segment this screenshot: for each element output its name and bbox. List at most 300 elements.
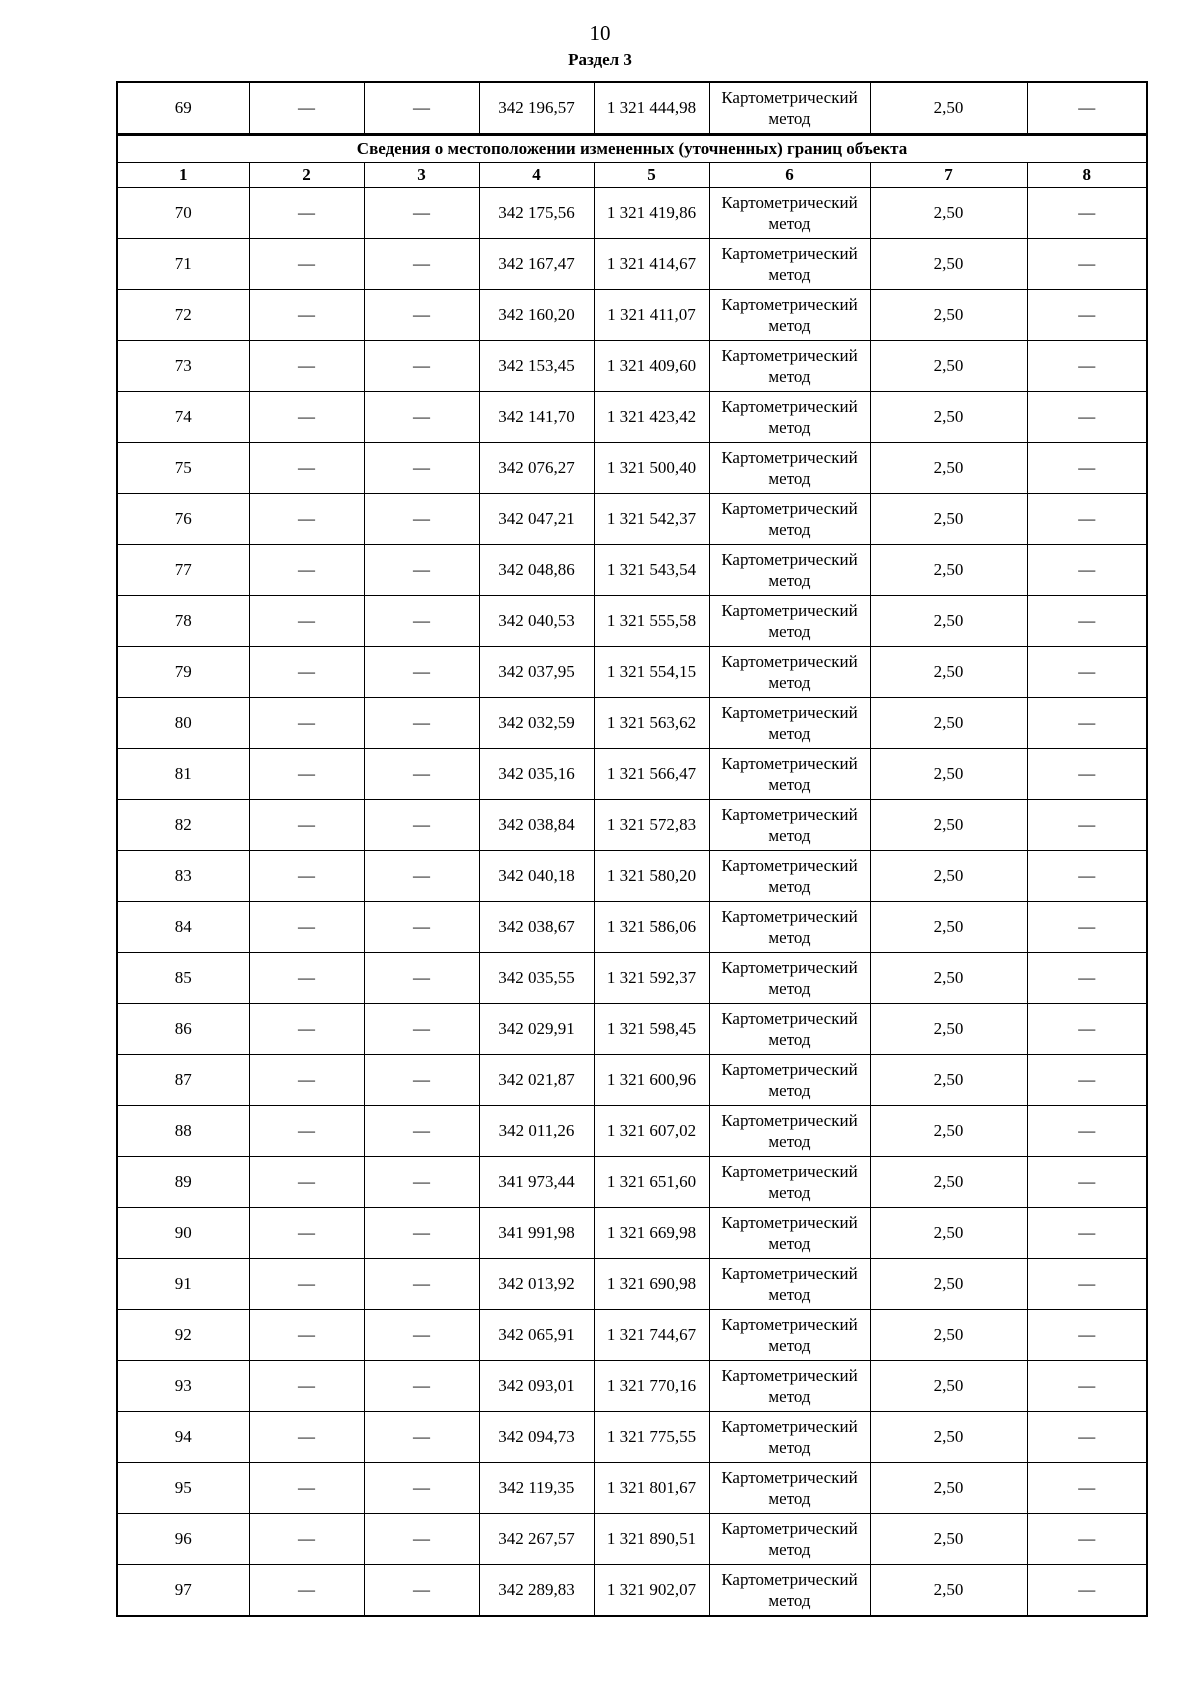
coord-x: 342 153,45 xyxy=(479,341,594,392)
method-text: Картометрический метод xyxy=(721,448,858,488)
cell-col2: — xyxy=(249,647,364,698)
cell-col8: — xyxy=(1027,239,1147,290)
method-cell xyxy=(709,1055,870,1106)
table-row xyxy=(117,1157,1147,1208)
error-value: 2,50 xyxy=(870,1208,1027,1259)
method-cell xyxy=(709,239,870,290)
error-value: 2,50 xyxy=(870,1463,1027,1514)
cell-col3: — xyxy=(364,1565,479,1617)
point-number: 75 xyxy=(117,443,249,494)
coord-x: 342 094,73 xyxy=(479,1412,594,1463)
cell-col8: — xyxy=(1027,1259,1147,1310)
method-text: Картометрический метод xyxy=(721,1519,858,1559)
cell-col8: — xyxy=(1027,749,1147,800)
column-header: 8 xyxy=(1027,163,1147,188)
coord-y: 1 321 592,37 xyxy=(594,953,709,1004)
cell-col2: — xyxy=(249,698,364,749)
coord-x: 342 160,20 xyxy=(479,290,594,341)
point-number: 85 xyxy=(117,953,249,1004)
cell-col3: — xyxy=(364,647,479,698)
cell-col3: — xyxy=(364,341,479,392)
coord-y: 1 321 423,42 xyxy=(594,392,709,443)
method-text: Картометрический метод xyxy=(721,958,858,998)
method-cell xyxy=(709,1514,870,1565)
cell-col2: — xyxy=(249,443,364,494)
cell-col3: — xyxy=(364,1463,479,1514)
cell-col2: — xyxy=(249,1565,364,1617)
cell-col2: — xyxy=(249,800,364,851)
cell-col3: — xyxy=(364,1208,479,1259)
method-cell xyxy=(709,82,870,135)
coord-y: 1 321 409,60 xyxy=(594,341,709,392)
method-text: Картометрический метод xyxy=(721,1366,858,1406)
cell-col8: — xyxy=(1027,1514,1147,1565)
point-number: 84 xyxy=(117,902,249,953)
table-row xyxy=(117,1361,1147,1412)
cell-col8: — xyxy=(1027,82,1147,135)
method-cell xyxy=(709,1361,870,1412)
cell-col2: — xyxy=(249,902,364,953)
method-cell xyxy=(709,1565,870,1617)
coord-x: 342 047,21 xyxy=(479,494,594,545)
table-row xyxy=(117,698,1147,749)
coord-x: 342 065,91 xyxy=(479,1310,594,1361)
method-cell xyxy=(709,545,870,596)
table-row xyxy=(117,800,1147,851)
table-row xyxy=(117,494,1147,545)
error-value: 2,50 xyxy=(870,82,1027,135)
cell-col3: — xyxy=(364,443,479,494)
coord-x: 342 035,16 xyxy=(479,749,594,800)
table-row xyxy=(117,1514,1147,1565)
error-value: 2,50 xyxy=(870,596,1027,647)
table-row xyxy=(117,392,1147,443)
column-header: 4 xyxy=(479,163,594,188)
coord-x: 342 141,70 xyxy=(479,392,594,443)
coord-x: 342 076,27 xyxy=(479,443,594,494)
cell-col2: — xyxy=(249,953,364,1004)
point-number: 76 xyxy=(117,494,249,545)
table-row xyxy=(117,1106,1147,1157)
cell-col3: — xyxy=(364,188,479,239)
error-value: 2,50 xyxy=(870,851,1027,902)
method-cell xyxy=(709,749,870,800)
point-number: 88 xyxy=(117,1106,249,1157)
cell-col3: — xyxy=(364,1310,479,1361)
coord-x: 342 011,26 xyxy=(479,1106,594,1157)
coord-x: 342 035,55 xyxy=(479,953,594,1004)
point-number: 92 xyxy=(117,1310,249,1361)
cell-col2: — xyxy=(249,290,364,341)
table-row xyxy=(117,545,1147,596)
coord-x: 342 040,18 xyxy=(479,851,594,902)
method-cell xyxy=(709,1463,870,1514)
error-value: 2,50 xyxy=(870,800,1027,851)
cell-col2: — xyxy=(249,1106,364,1157)
cell-col2: — xyxy=(249,596,364,647)
coord-x: 342 196,57 xyxy=(479,82,594,135)
table-row xyxy=(117,82,1147,135)
cell-col3: — xyxy=(364,1259,479,1310)
point-number: 77 xyxy=(117,545,249,596)
method-text: Картометрический метод xyxy=(721,88,858,128)
cell-col8: — xyxy=(1027,341,1147,392)
cell-col8: — xyxy=(1027,1463,1147,1514)
point-number: 82 xyxy=(117,800,249,851)
method-cell xyxy=(709,596,870,647)
column-header: 1 xyxy=(117,163,249,188)
cell-col8: — xyxy=(1027,1565,1147,1617)
cell-col3: — xyxy=(364,290,479,341)
cell-col2: — xyxy=(249,239,364,290)
cell-col8: — xyxy=(1027,800,1147,851)
table-row xyxy=(117,443,1147,494)
error-value: 2,50 xyxy=(870,341,1027,392)
method-text: Картометрический метод xyxy=(721,1417,858,1457)
cell-col2: — xyxy=(249,1259,364,1310)
cell-col2: — xyxy=(249,1514,364,1565)
error-value: 2,50 xyxy=(870,1106,1027,1157)
cell-col8: — xyxy=(1027,596,1147,647)
coord-y: 1 321 572,83 xyxy=(594,800,709,851)
cell-col2: — xyxy=(249,1208,364,1259)
method-cell xyxy=(709,341,870,392)
coord-y: 1 321 543,54 xyxy=(594,545,709,596)
point-number: 95 xyxy=(117,1463,249,1514)
cell-col2: — xyxy=(249,1463,364,1514)
method-text: Картометрический метод xyxy=(721,1315,858,1355)
coord-y: 1 321 554,15 xyxy=(594,647,709,698)
cell-col3: — xyxy=(364,392,479,443)
coord-x: 342 093,01 xyxy=(479,1361,594,1412)
method-cell xyxy=(709,188,870,239)
cell-col8: — xyxy=(1027,443,1147,494)
error-value: 2,50 xyxy=(870,188,1027,239)
table-row xyxy=(117,290,1147,341)
error-value: 2,50 xyxy=(870,545,1027,596)
coord-x: 341 973,44 xyxy=(479,1157,594,1208)
method-text: Картометрический метод xyxy=(721,499,858,539)
coord-x: 342 289,83 xyxy=(479,1565,594,1617)
coord-y: 1 321 414,67 xyxy=(594,239,709,290)
table-row xyxy=(117,1310,1147,1361)
page-number: 10 xyxy=(589,21,611,45)
point-number: 89 xyxy=(117,1157,249,1208)
cell-col2: — xyxy=(249,1004,364,1055)
method-cell xyxy=(709,494,870,545)
cell-col8: — xyxy=(1027,851,1147,902)
point-number: 74 xyxy=(117,392,249,443)
method-cell xyxy=(709,1157,870,1208)
error-value: 2,50 xyxy=(870,1310,1027,1361)
method-text: Картометрический метод xyxy=(721,601,858,641)
cell-col8: — xyxy=(1027,647,1147,698)
cell-col2: — xyxy=(249,82,364,135)
cell-col3: — xyxy=(364,749,479,800)
cell-col2: — xyxy=(249,749,364,800)
coord-y: 1 321 690,98 xyxy=(594,1259,709,1310)
method-cell xyxy=(709,953,870,1004)
point-number: 96 xyxy=(117,1514,249,1565)
coord-x: 342 038,84 xyxy=(479,800,594,851)
cell-col3: — xyxy=(364,800,479,851)
coord-y: 1 321 600,96 xyxy=(594,1055,709,1106)
table-row xyxy=(117,1463,1147,1514)
method-text: Картометрический метод xyxy=(721,856,858,896)
method-cell xyxy=(709,647,870,698)
cell-col8: — xyxy=(1027,698,1147,749)
method-cell xyxy=(709,902,870,953)
point-number: 71 xyxy=(117,239,249,290)
cell-col2: — xyxy=(249,1412,364,1463)
table-row xyxy=(117,188,1147,239)
cell-col3: — xyxy=(364,902,479,953)
coord-x: 341 991,98 xyxy=(479,1208,594,1259)
coord-x: 342 032,59 xyxy=(479,698,594,749)
cell-col8: — xyxy=(1027,1004,1147,1055)
cell-col2: — xyxy=(249,341,364,392)
cell-col3: — xyxy=(364,1514,479,1565)
coord-y: 1 321 651,60 xyxy=(594,1157,709,1208)
method-cell xyxy=(709,392,870,443)
coord-y: 1 321 580,20 xyxy=(594,851,709,902)
method-cell xyxy=(709,800,870,851)
method-text: Картометрический метод xyxy=(721,295,858,335)
coord-y: 1 321 542,37 xyxy=(594,494,709,545)
method-text: Картометрический метод xyxy=(721,550,858,590)
table-row xyxy=(117,341,1147,392)
cell-col8: — xyxy=(1027,545,1147,596)
point-number: 80 xyxy=(117,698,249,749)
coord-x: 342 037,95 xyxy=(479,647,594,698)
coord-y: 1 321 801,67 xyxy=(594,1463,709,1514)
cell-col3: — xyxy=(364,596,479,647)
cell-col8: — xyxy=(1027,902,1147,953)
column-header: 7 xyxy=(870,163,1027,188)
error-value: 2,50 xyxy=(870,698,1027,749)
cell-col8: — xyxy=(1027,290,1147,341)
error-value: 2,50 xyxy=(870,1259,1027,1310)
table-row xyxy=(117,1004,1147,1055)
coord-y: 1 321 775,55 xyxy=(594,1412,709,1463)
method-text: Картометрический метод xyxy=(721,1264,858,1304)
point-number: 97 xyxy=(117,1565,249,1617)
cell-col8: — xyxy=(1027,1106,1147,1157)
coord-y: 1 321 566,47 xyxy=(594,749,709,800)
table-row xyxy=(117,749,1147,800)
cell-col3: — xyxy=(364,1361,479,1412)
method-text: Картометрический метод xyxy=(721,397,858,437)
method-text: Картометрический метод xyxy=(721,1111,858,1151)
method-cell xyxy=(709,1310,870,1361)
cell-col3: — xyxy=(364,1106,479,1157)
error-value: 2,50 xyxy=(870,392,1027,443)
method-cell xyxy=(709,1259,870,1310)
point-number: 94 xyxy=(117,1412,249,1463)
method-text: Картометрический метод xyxy=(721,1162,858,1202)
coord-y: 1 321 586,06 xyxy=(594,902,709,953)
method-cell xyxy=(709,1412,870,1463)
error-value: 2,50 xyxy=(870,1004,1027,1055)
column-header: 6 xyxy=(709,163,870,188)
point-number: 83 xyxy=(117,851,249,902)
method-cell xyxy=(709,1004,870,1055)
cell-col3: — xyxy=(364,851,479,902)
point-number: 70 xyxy=(117,188,249,239)
coord-x: 342 175,56 xyxy=(479,188,594,239)
table-row xyxy=(117,851,1147,902)
table-row xyxy=(117,1412,1147,1463)
error-value: 2,50 xyxy=(870,494,1027,545)
cell-col8: — xyxy=(1027,1361,1147,1412)
table-caption: Сведения о местоположении измененных (уточненных) границ объекта xyxy=(117,135,1147,163)
coord-y: 1 321 500,40 xyxy=(594,443,709,494)
method-text: Картометрический метод xyxy=(721,1468,858,1508)
cell-col8: — xyxy=(1027,1310,1147,1361)
method-text: Картометрический метод xyxy=(721,244,858,284)
error-value: 2,50 xyxy=(870,1514,1027,1565)
method-text: Картометрический метод xyxy=(721,907,858,947)
cell-col8: — xyxy=(1027,1157,1147,1208)
error-value: 2,50 xyxy=(870,1157,1027,1208)
point-number: 90 xyxy=(117,1208,249,1259)
point-number: 81 xyxy=(117,749,249,800)
coord-x: 342 021,87 xyxy=(479,1055,594,1106)
method-text: Картометрический метод xyxy=(721,346,858,386)
error-value: 2,50 xyxy=(870,1055,1027,1106)
error-value: 2,50 xyxy=(870,1412,1027,1463)
method-text: Картометрический метод xyxy=(721,1060,858,1100)
coord-y: 1 321 607,02 xyxy=(594,1106,709,1157)
cell-col2: — xyxy=(249,1361,364,1412)
method-text: Картометрический метод xyxy=(721,652,858,692)
method-cell xyxy=(709,1208,870,1259)
table-caption-row xyxy=(117,135,1147,163)
method-text: Картометрический метод xyxy=(721,754,858,794)
cell-col2: — xyxy=(249,545,364,596)
cell-col2: — xyxy=(249,494,364,545)
cell-col2: — xyxy=(249,1310,364,1361)
boundary-points-table xyxy=(116,81,1148,1617)
coord-y: 1 321 890,51 xyxy=(594,1514,709,1565)
coord-y: 1 321 744,67 xyxy=(594,1310,709,1361)
coord-y: 1 321 563,62 xyxy=(594,698,709,749)
cell-col3: — xyxy=(364,1004,479,1055)
cell-col8: — xyxy=(1027,1412,1147,1463)
point-number: 87 xyxy=(117,1055,249,1106)
cell-col3: — xyxy=(364,1055,479,1106)
coord-x: 342 013,92 xyxy=(479,1259,594,1310)
error-value: 2,50 xyxy=(870,290,1027,341)
table-row xyxy=(117,1565,1147,1617)
coord-x: 342 267,57 xyxy=(479,1514,594,1565)
coord-y: 1 321 598,45 xyxy=(594,1004,709,1055)
table-row xyxy=(117,902,1147,953)
table-body xyxy=(117,82,1147,1616)
point-number: 73 xyxy=(117,341,249,392)
table-row xyxy=(117,953,1147,1004)
cell-col8: — xyxy=(1027,1208,1147,1259)
point-number: 78 xyxy=(117,596,249,647)
error-value: 2,50 xyxy=(870,749,1027,800)
coord-y: 1 321 444,98 xyxy=(594,82,709,135)
method-text: Картометрический метод xyxy=(721,1570,858,1610)
column-header: 3 xyxy=(364,163,479,188)
point-number: 72 xyxy=(117,290,249,341)
table-row xyxy=(117,1055,1147,1106)
cell-col8: — xyxy=(1027,494,1147,545)
cell-col3: — xyxy=(364,545,479,596)
cell-col3: — xyxy=(364,239,479,290)
table-row xyxy=(117,1208,1147,1259)
cell-col3: — xyxy=(364,1157,479,1208)
error-value: 2,50 xyxy=(870,953,1027,1004)
table-row xyxy=(117,647,1147,698)
cell-col3: — xyxy=(364,494,479,545)
cell-col3: — xyxy=(364,82,479,135)
table-row xyxy=(117,1259,1147,1310)
coord-y: 1 321 770,16 xyxy=(594,1361,709,1412)
column-header: 5 xyxy=(594,163,709,188)
method-cell xyxy=(709,851,870,902)
cell-col8: — xyxy=(1027,392,1147,443)
coord-y: 1 321 669,98 xyxy=(594,1208,709,1259)
method-text: Картометрический метод xyxy=(721,703,858,743)
cell-col3: — xyxy=(364,953,479,1004)
coord-x: 342 048,86 xyxy=(479,545,594,596)
error-value: 2,50 xyxy=(870,1565,1027,1617)
section-title: Раздел 3 xyxy=(568,50,632,69)
coord-y: 1 321 411,07 xyxy=(594,290,709,341)
method-text: Картометрический метод xyxy=(721,1009,858,1049)
error-value: 2,50 xyxy=(870,443,1027,494)
error-value: 2,50 xyxy=(870,902,1027,953)
column-header-row xyxy=(117,163,1147,188)
method-cell xyxy=(709,290,870,341)
point-number: 91 xyxy=(117,1259,249,1310)
point-number: 93 xyxy=(117,1361,249,1412)
method-cell xyxy=(709,443,870,494)
coord-y: 1 321 419,86 xyxy=(594,188,709,239)
coord-x: 342 167,47 xyxy=(479,239,594,290)
cell-col8: — xyxy=(1027,953,1147,1004)
error-value: 2,50 xyxy=(870,1361,1027,1412)
cell-col2: — xyxy=(249,188,364,239)
cell-col8: — xyxy=(1027,188,1147,239)
point-number: 69 xyxy=(117,82,249,135)
coord-y: 1 321 555,58 xyxy=(594,596,709,647)
column-header: 2 xyxy=(249,163,364,188)
coord-y: 1 321 902,07 xyxy=(594,1565,709,1617)
method-text: Картометрический метод xyxy=(721,193,858,233)
method-cell xyxy=(709,698,870,749)
coord-x: 342 040,53 xyxy=(479,596,594,647)
coord-x: 342 119,35 xyxy=(479,1463,594,1514)
table-row xyxy=(117,596,1147,647)
point-number: 79 xyxy=(117,647,249,698)
cell-col3: — xyxy=(364,698,479,749)
cell-col2: — xyxy=(249,1157,364,1208)
cell-col3: — xyxy=(364,1412,479,1463)
method-text: Картометрический метод xyxy=(721,805,858,845)
cell-col2: — xyxy=(249,851,364,902)
method-cell xyxy=(709,1106,870,1157)
coord-x: 342 029,91 xyxy=(479,1004,594,1055)
method-text: Картометрический метод xyxy=(721,1213,858,1253)
table-row xyxy=(117,239,1147,290)
cell-col8: — xyxy=(1027,1055,1147,1106)
coord-x: 342 038,67 xyxy=(479,902,594,953)
